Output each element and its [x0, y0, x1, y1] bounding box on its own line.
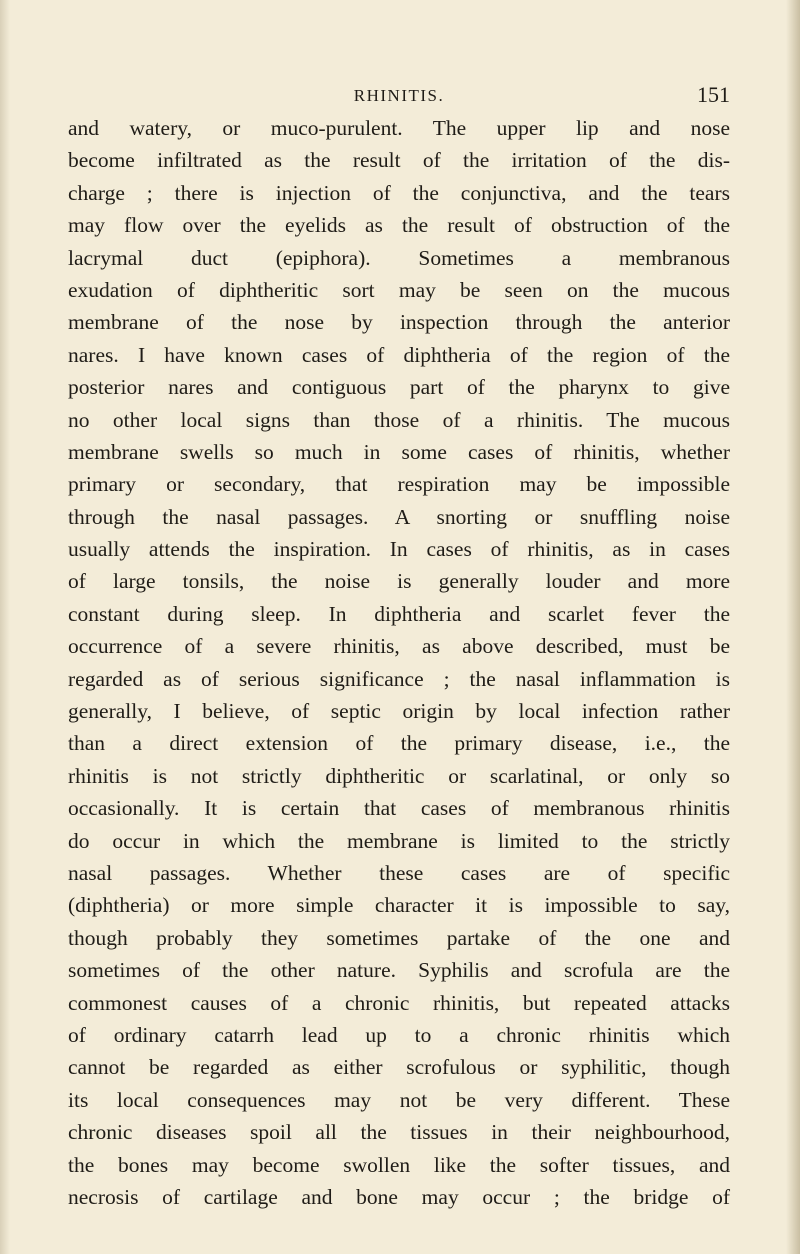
text-line: nasal passages. Whether these cases are of specific [68, 860, 730, 885]
text-line: occurrence of a severe rhinitis, as above described, must be [68, 634, 730, 659]
text-line: lacrymal duct (epiphora). Sometimes a membranous [68, 245, 730, 270]
text-line: cannot be regarded as either scrofulous or syphilitic, though [68, 1055, 730, 1080]
page-edge-right [786, 0, 800, 1254]
text-line: no other local signs than those of a rhinitis. The mucous [68, 407, 730, 432]
text-line: regarded as of serious significance ; the nasal inflammation is [68, 666, 730, 691]
text-line: chronic diseases spoil all the tissues in their neighbourhood, [68, 1120, 730, 1145]
text-line: do occur in which the membrane is limited to the strictly [68, 828, 730, 853]
running-title: RHINITIS. [353, 86, 445, 105]
text-line: commonest causes of a chronic rhinitis, but repeated attacks [68, 990, 730, 1015]
text-line: of ordinary catarrh lead up to a chronic rhinitis which [68, 1022, 730, 1047]
body-text [68, 112, 730, 1213]
text-line: exudation of diphtheritic sort may be seen on the mucous [68, 277, 730, 302]
page-number: 151 [697, 82, 730, 107]
text-line: necrosis of cartilage and bone may occur ; the bridge of [68, 1184, 730, 1209]
text-line: may flow over the eyelids as the result of obstruction of the [68, 213, 730, 238]
text-line: become infiltrated as the result of the irritation of the dis- [68, 148, 730, 173]
text-line: membrane swells so much in some cases of rhinitis, whether [68, 439, 730, 464]
text-line: through the nasal passages. A snorting or snuffling noise [68, 504, 730, 529]
text-line: and watery, or muco-purulent. The upper lip and nose [68, 116, 730, 140]
text-line: the bones may become swollen like the softer tissues, and [68, 1152, 730, 1177]
text-line: than a direct extension of the primary disease, i.e., the [68, 731, 730, 756]
text-line: rhinitis is not strictly diphtheritic or scarlatinal, or only so [68, 763, 730, 788]
text-line: of large tonsils, the noise is generally louder and more [68, 569, 730, 594]
text-line: membrane of the nose by inspection through the anterior [68, 310, 730, 335]
text-line: constant during sleep. In diphtheria and scarlet fever the [68, 601, 730, 626]
text-line: nares. I have known cases of diphtheria of the region of the [68, 342, 730, 367]
text-line: sometimes of the other nature. Syphilis and scrofula are the [68, 958, 730, 983]
text-line: primary or secondary, that respiration may be impossible [68, 472, 730, 497]
text-line: charge ; there is injection of the conjunctiva, and the tears [68, 180, 730, 205]
text-line: occasionally. It is certain that cases of membranous rhinitis [68, 796, 730, 821]
page-edge-left [0, 0, 10, 1254]
text-line: posterior nares and contiguous part of the pharynx to give [68, 375, 730, 400]
text-line: generally, I believe, of septic origin by local infection rather [68, 699, 730, 724]
text-line: its local consequences may not be very different. These [68, 1087, 730, 1112]
text-line: usually attends the inspiration. In cases of rhinitis, as in cases [68, 537, 730, 562]
text-line: (diphtheria) or more simple character it is impossible to say, [68, 893, 730, 918]
text-line: though probably they sometimes partake of the one and [68, 925, 730, 950]
page-header [68, 80, 730, 110]
